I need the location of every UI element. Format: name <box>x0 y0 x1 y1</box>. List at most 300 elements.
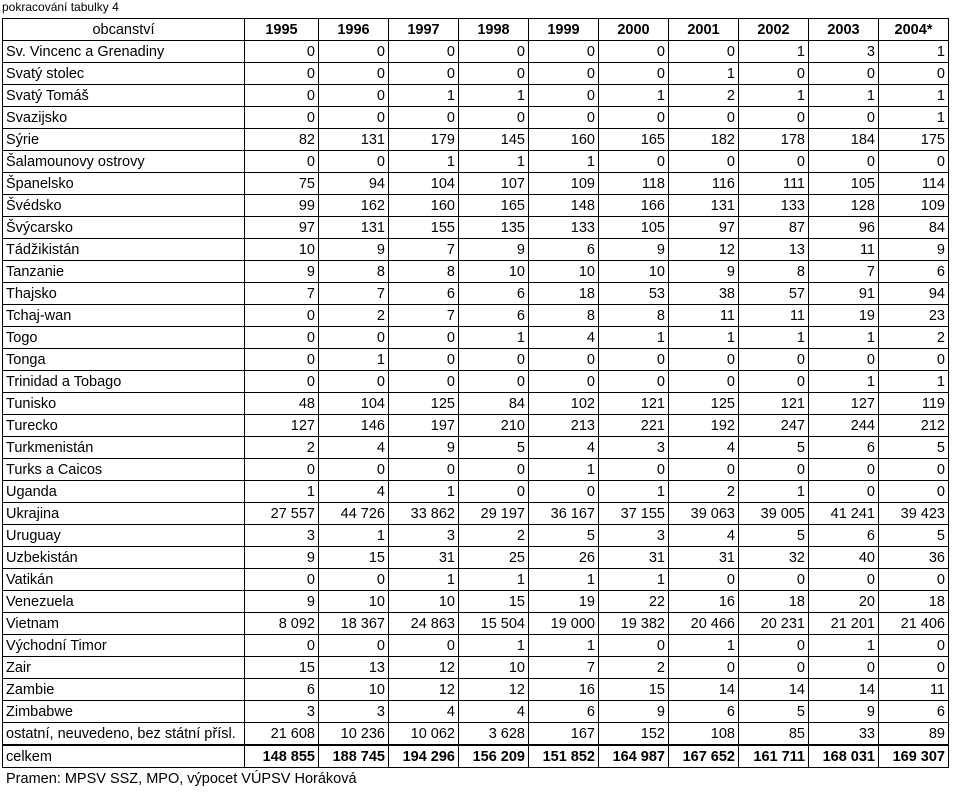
value-cell: 1 <box>459 635 529 657</box>
value-cell: 5 <box>739 701 809 723</box>
value-cell: 0 <box>739 349 809 371</box>
header-year: 2001 <box>669 19 739 41</box>
table-row <box>3 151 949 173</box>
value-cell: 20 <box>809 591 879 613</box>
value-cell: 39 423 <box>879 503 949 525</box>
value-cell: 114 <box>879 173 949 195</box>
table-row <box>3 371 949 393</box>
country-name-cell: Východní Timor <box>3 635 245 657</box>
value-cell: 3 <box>809 41 879 63</box>
value-cell: 0 <box>319 327 389 349</box>
value-cell: 0 <box>739 151 809 173</box>
value-cell: 0 <box>669 41 739 63</box>
value-cell: 0 <box>319 63 389 85</box>
value-cell: 15 504 <box>459 613 529 635</box>
value-cell: 4 <box>319 481 389 503</box>
value-cell: 155 <box>389 217 459 239</box>
value-cell: 14 <box>809 679 879 701</box>
value-cell: 1 <box>879 85 949 107</box>
value-cell: 33 <box>809 723 879 746</box>
value-cell: 0 <box>319 41 389 63</box>
value-cell: 0 <box>245 327 319 349</box>
value-cell: 0 <box>809 657 879 679</box>
value-cell: 0 <box>879 481 949 503</box>
value-cell: 0 <box>809 459 879 481</box>
country-name-cell: Švédsko <box>3 195 245 217</box>
value-cell: 44 726 <box>319 503 389 525</box>
value-cell: 7 <box>389 239 459 261</box>
value-cell: 1 <box>669 327 739 349</box>
header-year: 2000 <box>599 19 669 41</box>
value-cell: 1 <box>389 569 459 591</box>
value-cell: 99 <box>245 195 319 217</box>
value-cell: 0 <box>245 569 319 591</box>
value-cell: 53 <box>599 283 669 305</box>
value-cell: 19 000 <box>529 613 599 635</box>
value-cell: 0 <box>245 371 319 393</box>
value-cell: 1 <box>529 459 599 481</box>
value-cell: 0 <box>739 569 809 591</box>
value-cell: 0 <box>245 151 319 173</box>
value-cell: 12 <box>389 679 459 701</box>
value-cell: 131 <box>319 129 389 151</box>
value-cell: 18 367 <box>319 613 389 635</box>
value-cell: 8 <box>389 261 459 283</box>
value-cell: 2 <box>599 657 669 679</box>
value-cell: 1 <box>739 481 809 503</box>
value-cell: 0 <box>669 459 739 481</box>
value-cell: 33 862 <box>389 503 459 525</box>
value-cell: 0 <box>319 107 389 129</box>
value-cell: 19 <box>529 591 599 613</box>
value-cell: 105 <box>809 173 879 195</box>
value-cell: 244 <box>809 415 879 437</box>
table-row <box>3 173 949 195</box>
value-cell: 125 <box>669 393 739 415</box>
value-cell: 8 <box>319 261 389 283</box>
value-cell: 127 <box>809 393 879 415</box>
value-cell: 1 <box>245 481 319 503</box>
value-cell: 8 092 <box>245 613 319 635</box>
value-cell: 12 <box>669 239 739 261</box>
value-cell: 18 <box>529 283 599 305</box>
value-cell: 57 <box>739 283 809 305</box>
value-cell: 11 <box>739 305 809 327</box>
value-cell: 5 <box>739 437 809 459</box>
value-cell: 9 <box>389 437 459 459</box>
value-cell: 1 <box>879 371 949 393</box>
value-cell: 0 <box>245 305 319 327</box>
value-cell: 22 <box>599 591 669 613</box>
table-row <box>3 195 949 217</box>
country-name-cell: Turks a Caicos <box>3 459 245 481</box>
country-name-cell: Zimbabwe <box>3 701 245 723</box>
value-cell: 7 <box>389 305 459 327</box>
value-cell: 2 <box>669 481 739 503</box>
value-cell: 9 <box>459 239 529 261</box>
country-name-cell: Sv. Vincenc a Grenadiny <box>3 41 245 63</box>
country-name-cell: Tunisko <box>3 393 245 415</box>
value-cell: 0 <box>319 569 389 591</box>
value-cell: 21 608 <box>245 723 319 746</box>
value-cell: 32 <box>739 547 809 569</box>
value-cell: 1 <box>599 85 669 107</box>
value-cell: 41 241 <box>809 503 879 525</box>
value-cell: 0 <box>739 459 809 481</box>
value-cell: 27 557 <box>245 503 319 525</box>
value-cell: 0 <box>245 635 319 657</box>
value-cell: 0 <box>599 107 669 129</box>
value-cell: 4 <box>669 525 739 547</box>
value-cell: 0 <box>599 371 669 393</box>
value-cell: 0 <box>245 41 319 63</box>
value-cell: 179 <box>389 129 459 151</box>
value-cell: 85 <box>739 723 809 746</box>
value-cell: 0 <box>669 349 739 371</box>
value-cell: 116 <box>669 173 739 195</box>
value-cell: 10 <box>459 657 529 679</box>
value-cell: 10 <box>319 679 389 701</box>
header-row <box>3 19 949 41</box>
value-cell: 1 <box>459 151 529 173</box>
table-row <box>3 349 949 371</box>
country-name-cell: Sýrie <box>3 129 245 151</box>
total-row <box>3 745 949 768</box>
header-year: 1996 <box>319 19 389 41</box>
value-cell: 161 711 <box>739 745 809 768</box>
value-cell: 0 <box>599 41 669 63</box>
value-cell: 0 <box>529 63 599 85</box>
value-cell: 15 <box>459 591 529 613</box>
table-row <box>3 635 949 657</box>
value-cell: 1 <box>319 349 389 371</box>
value-cell: 111 <box>739 173 809 195</box>
value-cell: 145 <box>459 129 529 151</box>
country-name-cell: Ukrajina <box>3 503 245 525</box>
value-cell: 148 <box>529 195 599 217</box>
value-cell: 94 <box>319 173 389 195</box>
value-cell: 221 <box>599 415 669 437</box>
value-cell: 0 <box>739 63 809 85</box>
value-cell: 156 209 <box>459 745 529 768</box>
value-cell: 31 <box>599 547 669 569</box>
value-cell: 125 <box>389 393 459 415</box>
value-cell: 9 <box>319 239 389 261</box>
table-row <box>3 591 949 613</box>
value-cell: 109 <box>879 195 949 217</box>
value-cell: 36 167 <box>529 503 599 525</box>
header-year: 1995 <box>245 19 319 41</box>
value-cell: 7 <box>529 657 599 679</box>
value-cell: 0 <box>809 107 879 129</box>
value-cell: 29 197 <box>459 503 529 525</box>
value-cell: 7 <box>245 283 319 305</box>
table-row <box>3 459 949 481</box>
table-row <box>3 503 949 525</box>
value-cell: 2 <box>459 525 529 547</box>
value-cell: 0 <box>809 63 879 85</box>
value-cell: 184 <box>809 129 879 151</box>
value-cell: 15 <box>245 657 319 679</box>
value-cell: 0 <box>459 349 529 371</box>
table-row <box>3 85 949 107</box>
value-cell: 4 <box>319 437 389 459</box>
value-cell: 24 863 <box>389 613 459 635</box>
value-cell: 0 <box>529 41 599 63</box>
value-cell: 0 <box>879 635 949 657</box>
value-cell: 9 <box>245 547 319 569</box>
value-cell: 0 <box>319 85 389 107</box>
country-name-cell: Togo <box>3 327 245 349</box>
value-cell: 133 <box>739 195 809 217</box>
value-cell: 39 005 <box>739 503 809 525</box>
value-cell: 21 406 <box>879 613 949 635</box>
value-cell: 0 <box>669 657 739 679</box>
value-cell: 26 <box>529 547 599 569</box>
value-cell: 0 <box>389 349 459 371</box>
country-name-cell: Tanzanie <box>3 261 245 283</box>
value-cell: 1 <box>809 371 879 393</box>
value-cell: 1 <box>669 635 739 657</box>
value-cell: 212 <box>879 415 949 437</box>
value-cell: 6 <box>809 525 879 547</box>
table-row <box>3 437 949 459</box>
header-citizenship: obcanství <box>3 19 245 41</box>
value-cell: 0 <box>529 371 599 393</box>
value-cell: 1 <box>529 151 599 173</box>
value-cell: 152 <box>599 723 669 746</box>
value-cell: 178 <box>739 129 809 151</box>
value-cell: 197 <box>389 415 459 437</box>
country-name-cell: Turecko <box>3 415 245 437</box>
value-cell: 2 <box>669 85 739 107</box>
country-name-cell: Uganda <box>3 481 245 503</box>
value-cell: 1 <box>389 151 459 173</box>
value-cell: 1 <box>599 327 669 349</box>
value-cell: 105 <box>599 217 669 239</box>
value-cell: 18 <box>739 591 809 613</box>
value-cell: 25 <box>459 547 529 569</box>
value-cell: 188 745 <box>319 745 389 768</box>
value-cell: 247 <box>739 415 809 437</box>
value-cell: 84 <box>459 393 529 415</box>
value-cell: 21 201 <box>809 613 879 635</box>
value-cell: 0 <box>459 63 529 85</box>
header-year: 1999 <box>529 19 599 41</box>
value-cell: 0 <box>739 635 809 657</box>
country-name-cell: celkem <box>3 745 245 768</box>
value-cell: 1 <box>669 63 739 85</box>
value-cell: 3 <box>599 437 669 459</box>
value-cell: 10 <box>389 591 459 613</box>
value-cell: 0 <box>879 657 949 679</box>
value-cell: 0 <box>389 63 459 85</box>
value-cell: 1 <box>389 85 459 107</box>
value-cell: 6 <box>459 305 529 327</box>
value-cell: 0 <box>319 371 389 393</box>
value-cell: 0 <box>529 349 599 371</box>
value-cell: 0 <box>245 459 319 481</box>
value-cell: 108 <box>669 723 739 746</box>
value-cell: 40 <box>809 547 879 569</box>
table-row <box>3 261 949 283</box>
country-name-cell: Zair <box>3 657 245 679</box>
value-cell: 9 <box>879 239 949 261</box>
value-cell: 23 <box>879 305 949 327</box>
value-cell: 10 <box>529 261 599 283</box>
value-cell: 9 <box>599 239 669 261</box>
citizenship-table <box>2 18 949 768</box>
value-cell: 7 <box>319 283 389 305</box>
value-cell: 0 <box>245 349 319 371</box>
value-cell: 109 <box>529 173 599 195</box>
value-cell: 0 <box>809 151 879 173</box>
value-cell: 0 <box>459 107 529 129</box>
value-cell: 1 <box>459 327 529 349</box>
value-cell: 121 <box>599 393 669 415</box>
value-cell: 0 <box>389 107 459 129</box>
value-cell: 131 <box>319 217 389 239</box>
value-cell: 38 <box>669 283 739 305</box>
value-cell: 0 <box>389 371 459 393</box>
value-cell: 9 <box>669 261 739 283</box>
value-cell: 8 <box>739 261 809 283</box>
value-cell: 127 <box>245 415 319 437</box>
country-name-cell: Tonga <box>3 349 245 371</box>
country-name-cell: Vatikán <box>3 569 245 591</box>
value-cell: 9 <box>809 701 879 723</box>
value-cell: 0 <box>809 481 879 503</box>
table-row <box>3 305 949 327</box>
value-cell: 13 <box>319 657 389 679</box>
value-cell: 31 <box>389 547 459 569</box>
value-cell: 9 <box>599 701 669 723</box>
table-row <box>3 723 949 746</box>
value-cell: 0 <box>879 349 949 371</box>
value-cell: 167 <box>529 723 599 746</box>
value-cell: 16 <box>529 679 599 701</box>
value-cell: 75 <box>245 173 319 195</box>
value-cell: 0 <box>529 85 599 107</box>
value-cell: 16 <box>669 591 739 613</box>
country-name-cell: Španelsko <box>3 173 245 195</box>
value-cell: 4 <box>669 437 739 459</box>
value-cell: 1 <box>879 41 949 63</box>
value-cell: 102 <box>529 393 599 415</box>
value-cell: 96 <box>809 217 879 239</box>
value-cell: 0 <box>245 63 319 85</box>
country-name-cell: Vietnam <box>3 613 245 635</box>
value-cell: 6 <box>879 261 949 283</box>
country-name-cell: Uzbekistán <box>3 547 245 569</box>
value-cell: 0 <box>879 151 949 173</box>
value-cell: 5 <box>529 525 599 547</box>
value-cell: 0 <box>389 459 459 481</box>
value-cell: 104 <box>319 393 389 415</box>
table-row <box>3 613 949 635</box>
value-cell: 9 <box>245 261 319 283</box>
value-cell: 166 <box>599 195 669 217</box>
value-cell: 15 <box>599 679 669 701</box>
value-cell: 213 <box>529 415 599 437</box>
value-cell: 6 <box>529 239 599 261</box>
country-name-cell: Venezuela <box>3 591 245 613</box>
value-cell: 168 031 <box>809 745 879 768</box>
country-name-cell: Svatý stolec <box>3 63 245 85</box>
value-cell: 15 <box>319 547 389 569</box>
value-cell: 19 382 <box>599 613 669 635</box>
table-row <box>3 129 949 151</box>
value-cell: 0 <box>319 635 389 657</box>
value-cell: 3 <box>599 525 669 547</box>
value-cell: 6 <box>669 701 739 723</box>
value-cell: 0 <box>389 635 459 657</box>
value-cell: 0 <box>319 151 389 173</box>
value-cell: 11 <box>879 679 949 701</box>
value-cell: 12 <box>389 657 459 679</box>
value-cell: 14 <box>669 679 739 701</box>
table-row <box>3 657 949 679</box>
value-cell: 8 <box>599 305 669 327</box>
country-name-cell: Svatý Tomáš <box>3 85 245 107</box>
table-row <box>3 239 949 261</box>
value-cell: 182 <box>669 129 739 151</box>
value-cell: 97 <box>245 217 319 239</box>
table-row <box>3 415 949 437</box>
value-cell: 1 <box>459 85 529 107</box>
value-cell: 0 <box>599 151 669 173</box>
value-cell: 0 <box>599 63 669 85</box>
value-cell: 160 <box>529 129 599 151</box>
value-cell: 2 <box>245 437 319 459</box>
value-cell: 0 <box>879 459 949 481</box>
value-cell: 11 <box>669 305 739 327</box>
value-cell: 0 <box>669 569 739 591</box>
country-name-cell: Tchaj-wan <box>3 305 245 327</box>
value-cell: 0 <box>599 349 669 371</box>
value-cell: 210 <box>459 415 529 437</box>
value-cell: 3 <box>319 701 389 723</box>
value-cell: 2 <box>319 305 389 327</box>
value-cell: 10 <box>319 591 389 613</box>
header-year: 1997 <box>389 19 459 41</box>
country-name-cell: ostatní, neuvedeno, bez státní přísl. <box>3 723 245 746</box>
value-cell: 6 <box>809 437 879 459</box>
value-cell: 10 236 <box>319 723 389 746</box>
value-cell: 1 <box>529 569 599 591</box>
value-cell: 48 <box>245 393 319 415</box>
value-cell: 11 <box>809 239 879 261</box>
value-cell: 135 <box>459 217 529 239</box>
value-cell: 164 987 <box>599 745 669 768</box>
country-name-cell: Šalamounovy ostrovy <box>3 151 245 173</box>
value-cell: 165 <box>459 195 529 217</box>
value-cell: 18 <box>879 591 949 613</box>
value-cell: 1 <box>599 481 669 503</box>
country-name-cell: Thajsko <box>3 283 245 305</box>
value-cell: 119 <box>879 393 949 415</box>
value-cell: 169 307 <box>879 745 949 768</box>
value-cell: 0 <box>389 327 459 349</box>
value-cell: 0 <box>529 107 599 129</box>
value-cell: 0 <box>669 151 739 173</box>
value-cell: 7 <box>809 261 879 283</box>
value-cell: 6 <box>879 701 949 723</box>
value-cell: 5 <box>879 437 949 459</box>
value-cell: 121 <box>739 393 809 415</box>
value-cell: 2 <box>879 327 949 349</box>
value-cell: 0 <box>739 657 809 679</box>
